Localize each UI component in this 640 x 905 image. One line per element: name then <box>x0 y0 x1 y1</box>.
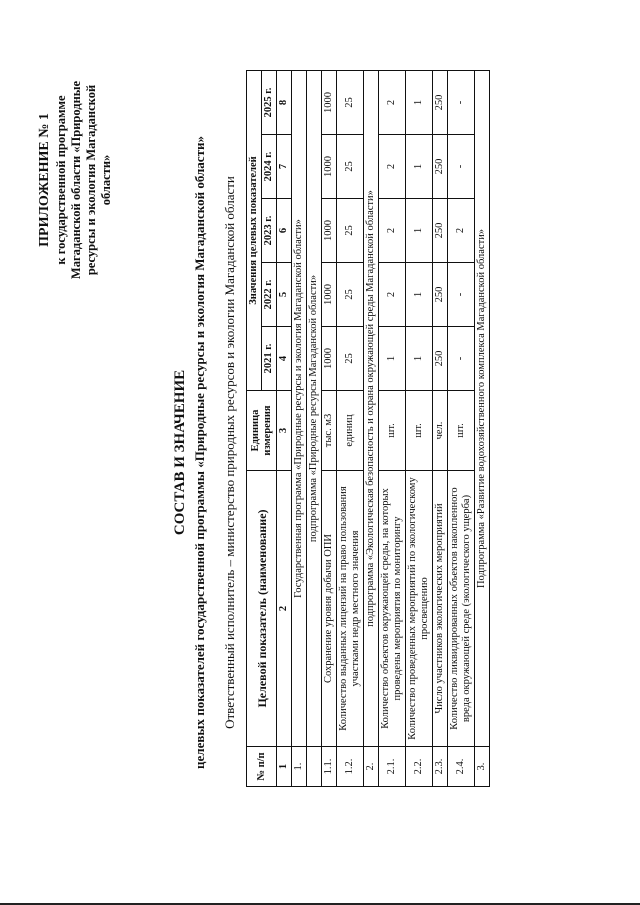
row-num: 2.2. <box>406 747 433 787</box>
indicator-name: Количество проведенных мероприятий по экологическому просвещению <box>406 471 433 747</box>
value-cell: 2 <box>379 263 406 327</box>
appendix-line: области» <box>99 154 113 206</box>
header-indicator: Целевой показатель (наименование) <box>247 471 277 747</box>
value-cell: 25 <box>337 263 364 327</box>
value-cell: - <box>448 327 475 391</box>
row-num: 3. <box>475 747 490 787</box>
section-title: подпрограмма «Экологическая безопасность и охрана окружающей среды Магаданской области» <box>364 70 379 746</box>
value-cell: 1 <box>406 70 433 134</box>
value-cell: 1000 <box>322 135 337 199</box>
header-year: 2024 г. <box>262 135 277 199</box>
value-cell: 2 <box>379 199 406 263</box>
table-row <box>448 70 475 786</box>
value-cell: - <box>448 70 475 134</box>
subsection-title: подпрограмма «Природные ресурсы Магаданской области» <box>307 70 322 746</box>
value-cell: 250 <box>433 135 448 199</box>
value-cell: 1000 <box>322 199 337 263</box>
executor-line: Ответственный исполнитель – министерство природных ресурсов и экологии Магаданской области <box>222 176 237 729</box>
value-cell: 1 <box>406 135 433 199</box>
row-num: 2.3. <box>433 747 448 787</box>
column-number: 4 <box>277 327 292 391</box>
value-cell: 250 <box>433 70 448 134</box>
appendix-line: к государственной программе <box>54 95 68 265</box>
table-row-section <box>292 70 307 786</box>
table-row <box>337 70 364 786</box>
appendix-line: ресурсы и экология Магаданской <box>84 84 98 276</box>
column-number: 2 <box>277 471 292 747</box>
table-row <box>433 70 448 786</box>
table-row-subsection <box>307 70 322 786</box>
column-number: 1 <box>277 747 292 787</box>
value-cell: 25 <box>337 135 364 199</box>
column-number: 7 <box>277 135 292 199</box>
row-num: 2. <box>364 747 379 787</box>
value-cell: 25 <box>337 327 364 391</box>
appendix-title: ПРИЛОЖЕНИЕ № 1 <box>37 113 52 247</box>
value-cell: 1000 <box>322 327 337 391</box>
row-num-empty <box>307 747 322 787</box>
value-cell: 1 <box>379 327 406 391</box>
column-number: 8 <box>277 70 292 134</box>
table-row <box>322 70 337 786</box>
column-number: 6 <box>277 199 292 263</box>
indicators-table <box>246 70 490 787</box>
header-year: 2022 г. <box>262 263 277 327</box>
table-row-section <box>364 70 379 786</box>
header-values-group: Значения целевых показателей <box>247 70 262 390</box>
value-cell: 2 <box>379 135 406 199</box>
document-title: СОСТАВ И ЗНАЧЕНИЕ <box>172 369 188 536</box>
unit-cell: тыс. м3 <box>322 391 337 471</box>
row-num: 1.1. <box>322 747 337 787</box>
appendix-block <box>36 75 114 285</box>
section-title: Государственная программа «Природные ресурсы и экология Магаданской области» <box>292 70 307 746</box>
unit-cell: шт. <box>448 391 475 471</box>
indicator-name: Количество объектов окружающей среды, на которых проведены мероприятия по мониторингу <box>379 471 406 747</box>
value-cell: 250 <box>433 263 448 327</box>
unit-cell: шт. <box>406 391 433 471</box>
value-cell: 1 <box>406 263 433 327</box>
header-num: № п/п <box>247 747 277 787</box>
section-title: Подпрограмма «Развитие водохозяйственного комплекса Магаданской области» <box>475 70 490 746</box>
unit-cell: единиц <box>337 391 364 471</box>
value-cell: 2 <box>448 199 475 263</box>
header-year: 2023 г. <box>262 199 277 263</box>
document-subtitle: целевых показателей государственной программы «Природные ресурсы и экология Магаданской области» <box>192 136 207 769</box>
row-num: 2.1. <box>379 747 406 787</box>
appendix-line: Магаданской области «Природные <box>69 80 83 280</box>
indicator-name: Сохранение уровня добычи ОПИ <box>322 471 337 747</box>
value-cell: 25 <box>337 199 364 263</box>
column-number: 3 <box>277 391 292 471</box>
table-row <box>406 70 433 786</box>
indicator-name: Количество ликвидированных объектов накопленного вреда окружающей среде (экологического ущерба) <box>448 471 475 747</box>
header-year: 2021 г. <box>262 327 277 391</box>
value-cell: 1000 <box>322 263 337 327</box>
indicator-name: Число участников экологических мероприятий <box>433 471 448 747</box>
table-row <box>379 70 406 786</box>
unit-cell: шт. <box>379 391 406 471</box>
header-unit: Единица измерения <box>247 391 277 471</box>
unit-cell: чел. <box>433 391 448 471</box>
row-num: 2.4. <box>448 747 475 787</box>
row-num: 1.2. <box>337 747 364 787</box>
header-year: 2025 г. <box>262 70 277 134</box>
value-cell: - <box>448 263 475 327</box>
table-row-section <box>475 70 490 786</box>
value-cell: 1 <box>406 199 433 263</box>
row-num: 1. <box>292 747 307 787</box>
column-number: 5 <box>277 263 292 327</box>
value-cell: - <box>448 135 475 199</box>
value-cell: 250 <box>433 327 448 391</box>
value-cell: 250 <box>433 199 448 263</box>
value-cell: 1 <box>406 327 433 391</box>
indicator-name: Количество выданных лицензий на право пользования участками недр местного значения <box>337 471 364 747</box>
value-cell: 1000 <box>322 70 337 134</box>
value-cell: 25 <box>337 70 364 134</box>
value-cell: 2 <box>379 70 406 134</box>
